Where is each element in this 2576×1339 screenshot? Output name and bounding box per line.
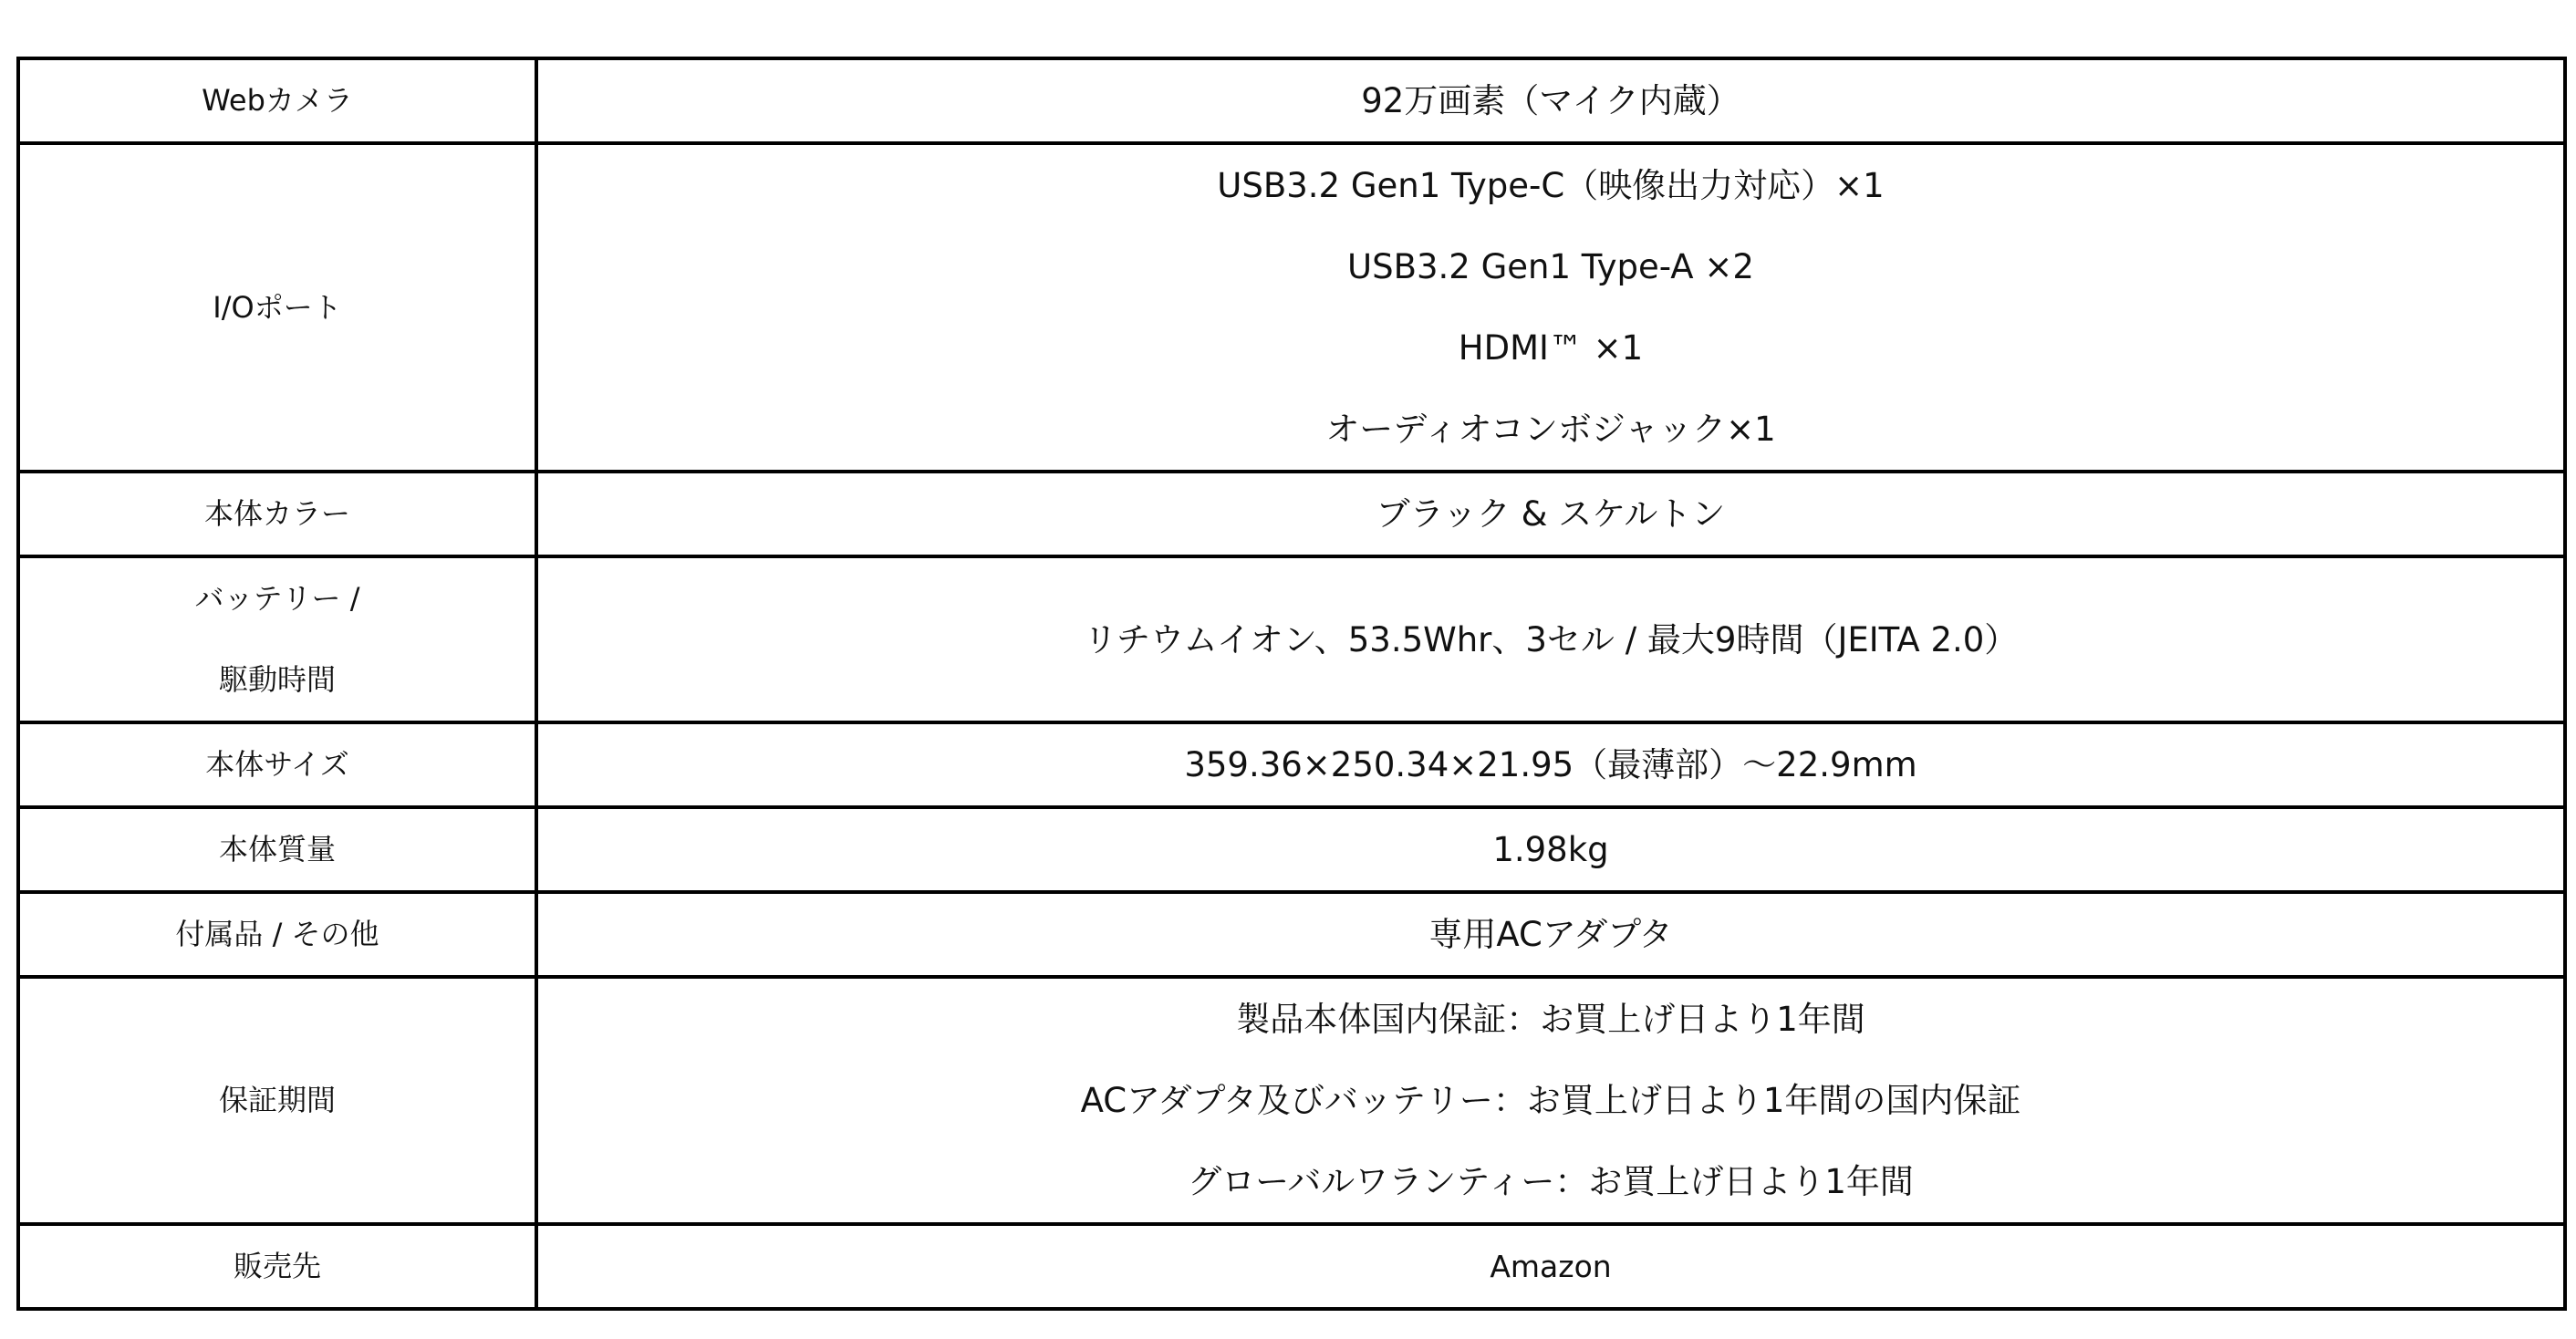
table-row-battery (18, 556, 2565, 722)
label-line: 駆動時間 (218, 662, 336, 697)
row-value (536, 143, 2565, 472)
row-value (536, 1224, 2565, 1309)
row-label (18, 143, 536, 472)
table-row-body-color (18, 472, 2565, 556)
label-line: I/Oポート (213, 289, 342, 325)
row-label (18, 556, 536, 722)
row-value (536, 722, 2565, 807)
value-line: USB3.2 Gen1 Type-A ×2 (1347, 247, 1754, 286)
label-line: 本体カラー (203, 496, 350, 531)
table-row-accessories (18, 892, 2565, 977)
label-line: 本体サイズ (205, 747, 349, 782)
value-line: HDMI™ ×1 (1458, 328, 1644, 368)
table-row-warranty (18, 977, 2565, 1224)
value-line: 製品本体国内保証：お買上げ日より1年間 (1236, 1000, 1865, 1039)
row-value (536, 892, 2565, 977)
label-line: 販売先 (233, 1249, 321, 1283)
value-line: Amazon (1490, 1249, 1612, 1284)
value-line: 専用ACアダプタ (1428, 915, 1673, 954)
value-line: 359.36×250.34×21.95（最薄部）〜22.9mm (1184, 745, 1917, 784)
row-label (18, 1224, 536, 1309)
label-line: 保証期間 (218, 1083, 336, 1117)
table-row-body-size (18, 722, 2565, 807)
row-label (18, 58, 536, 143)
value-line: ACアダプタ及びバッテリー：お買上げ日より1年間の国内保証 (1080, 1081, 2021, 1120)
row-label (18, 977, 536, 1224)
label-line: 付属品 / その他 (175, 917, 379, 951)
table-row-io-ports (18, 143, 2565, 472)
row-label (18, 722, 536, 807)
table-row-body-weight (18, 807, 2565, 892)
label-line: Webカメラ (202, 83, 353, 118)
table-row-seller (18, 1224, 2565, 1309)
value-line: 1.98kg (1492, 830, 1609, 869)
row-label (18, 892, 536, 977)
value-line: グローバルワランティー：お買上げ日より1年間 (1188, 1162, 1914, 1201)
value-line: USB3.2 Gen1 Type-C（映像出力対応）×1 (1217, 166, 1885, 205)
spec-table (16, 57, 2567, 1311)
row-label (18, 472, 536, 556)
row-value (536, 472, 2565, 556)
label-line: バッテリー / (194, 581, 360, 616)
value-line: ブラック & スケルトン (1376, 494, 1726, 534)
table-row-webcam (18, 58, 2565, 143)
value-line: オーディオコンボジャック×1 (1325, 410, 1776, 449)
row-value (536, 977, 2565, 1224)
row-value (536, 58, 2565, 143)
row-label (18, 807, 536, 892)
row-value (536, 556, 2565, 722)
label-line: 本体質量 (218, 832, 336, 867)
value-line: 92万画素（マイク内蔵） (1361, 81, 1740, 120)
row-value (536, 807, 2565, 892)
value-line: リチウムイオン、53.5Whr、3セル / 最大9時間（JEITA 2.0） (1083, 619, 2019, 659)
